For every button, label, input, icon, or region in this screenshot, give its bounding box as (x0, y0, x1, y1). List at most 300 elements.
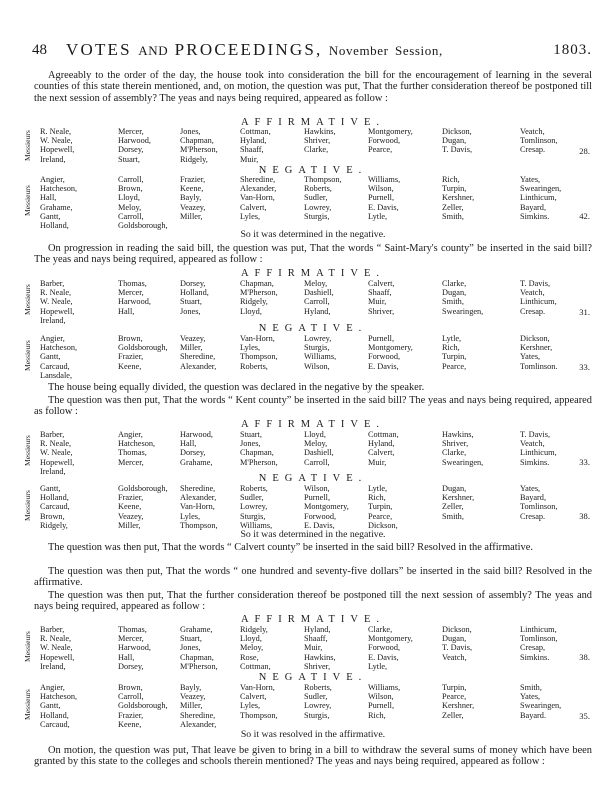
member-name (520, 662, 592, 671)
member-name: Carcaud, (40, 719, 70, 729)
member-name: Frazier, (118, 710, 144, 720)
member-name: Hopewell, (40, 457, 75, 467)
member-name: Lyles, (240, 343, 261, 353)
member-name: Zeller, (442, 202, 464, 212)
member-name: Gantt, (40, 701, 61, 711)
member-name: Gantt, (40, 352, 61, 362)
member-name: Shaaff, (240, 145, 264, 155)
paragraph-saint-marys: On progression in reading the said bill, the question was put, That the words “ Saint-Mary's county” be inserted in the said bill? The yeas and nays being required, appeared as follow : (34, 243, 592, 266)
member-name: Keene, (118, 719, 142, 729)
member-name: Smith, (442, 211, 464, 221)
member-name: Montgomery, (368, 343, 413, 353)
vote3-yea-count: 33. (579, 457, 590, 467)
member-name: Rose, (240, 652, 259, 662)
member-name: Calvert, (368, 448, 395, 458)
member-name: Forwood, (304, 511, 337, 521)
page-header (32, 40, 592, 64)
member-name: Miller, (180, 211, 203, 221)
member-name: Chapman, (180, 652, 214, 662)
member-name: Pearce, (442, 361, 467, 371)
member-name: Harwood, (118, 643, 151, 653)
member-name: Dashiell, (304, 448, 334, 458)
member-name: Montgomery, (368, 127, 413, 136)
member-name: Dickson, (520, 334, 550, 343)
member-name: Meloy, (240, 643, 264, 653)
member-name: Turpin, (442, 352, 467, 362)
member-name: R. Neale, (40, 288, 72, 298)
messieurs-label: Messieurs (23, 284, 32, 316)
member-name: Sturgis, (240, 511, 266, 521)
member-name: W. Neale, (40, 297, 73, 307)
member-name: Chapman, (240, 448, 274, 458)
member-name: W. Neale, (40, 448, 73, 458)
member-name: Goldsborough, (118, 221, 168, 231)
member-name: Lytle, (368, 211, 388, 221)
member-name: Veatch, (520, 288, 545, 298)
member-name: E. Davis, (368, 361, 399, 371)
member-name: E. Davis, (304, 520, 335, 530)
title-word-and: AND (138, 43, 169, 58)
member-name: Ireland, (40, 661, 66, 671)
member-name: Veatch, (520, 439, 545, 449)
member-name: Carroll, (118, 211, 144, 221)
member-name: Yates, (520, 352, 541, 362)
member-name: Carcaud, (40, 361, 70, 371)
paragraph-postpone-next-session: The question was then put, That the further consideration thereof be postponed till the next session of assembly? The yeas and nays being required, appeared as follow : (34, 590, 592, 613)
member-name: Thomas, (118, 448, 147, 458)
messieurs-label: Messieurs (23, 185, 32, 217)
member-name: Clarke, (368, 625, 393, 634)
messieurs-label: Messieurs (23, 490, 32, 522)
member-name: Ireland, (40, 315, 66, 325)
member-name: M'Pherson, (240, 457, 278, 467)
member-name: T. Davis, (520, 279, 551, 288)
member-name: Hatcheson, (40, 692, 78, 702)
member-name (368, 720, 442, 729)
member-name: Pearce, (368, 511, 393, 521)
member-name: Angier, (40, 683, 65, 692)
member-name: Calvert, (240, 692, 267, 702)
vote2-nays (40, 334, 592, 380)
messieurs-label: Messieurs (23, 631, 32, 663)
vote1-yea-count: 28. (579, 146, 590, 156)
member-name (442, 155, 520, 164)
heading-affirmative: AFFIRMATIVE. (240, 268, 386, 279)
member-name: M'Pherson, (240, 288, 278, 298)
member-name: Lloyd, (240, 634, 262, 644)
result-determined-negative: So it was determined in the negative. (240, 529, 386, 540)
member-name: Hatcheson, (118, 439, 156, 449)
member-name: Shaaff, (304, 634, 328, 644)
member-name: Wilson, (368, 184, 394, 194)
member-name: Carroll, (304, 457, 330, 467)
member-name: Goldsborough, (118, 343, 168, 353)
vote4-nay-count: 35. (579, 711, 590, 721)
paragraph-equally-divided: The house being equally divided, the question was declared in the negative by the speaker. (48, 382, 425, 393)
member-name (442, 720, 520, 729)
paragraph-kent-county: The question was then put, That the words “ Kent county” be inserted in the said bill? The yeas and nays being required, appeared as follow : (34, 395, 592, 418)
member-name: Simkins. (520, 457, 550, 467)
member-name: Thompson, (304, 175, 342, 184)
member-name: Linthicum, (520, 448, 557, 458)
member-name: Simkins. (520, 211, 550, 221)
name-grid (40, 279, 592, 325)
paragraph-calvert-county: The question was then put, That the words “ Calvert county” be inserted in the said bill? Resolved in the affirmative. (48, 542, 533, 553)
member-name: Lowrey, (240, 502, 268, 512)
heading-negative: NEGATIVE. (258, 473, 368, 484)
member-name: Pearce, (442, 692, 467, 702)
member-name: Mercer, (118, 634, 144, 644)
member-name (442, 371, 520, 380)
member-name: Williams, (240, 520, 273, 530)
member-name: Gantt, (40, 211, 61, 221)
member-name: Lloyd, (240, 306, 262, 316)
member-name: Keene, (118, 502, 142, 512)
member-name: Sturgis, (304, 211, 330, 221)
member-name: Holland, (40, 221, 69, 231)
member-name: Stuart, (240, 430, 262, 439)
member-name: Sheredine, (240, 175, 276, 184)
member-name: Cresap. (520, 511, 546, 521)
member-name: Lytle, (442, 334, 462, 343)
vote2-nay-count: 33. (579, 362, 590, 372)
member-name: Dugan, (442, 136, 467, 146)
member-name: Angier, (118, 430, 143, 439)
member-name: Dickson, (368, 520, 398, 530)
title-session-month: November (328, 43, 389, 58)
member-name: Bayard, (520, 493, 547, 503)
member-name: T. Davis, (442, 145, 473, 155)
member-name: Ridgely, (240, 625, 268, 634)
member-name: W. Neale, (40, 136, 73, 146)
member-name: Carcaud, (40, 502, 70, 512)
member-name: Ireland, (40, 466, 66, 476)
vote3-nay-count: 38. (579, 511, 590, 521)
messieurs-label: Messieurs (23, 340, 32, 372)
member-name: Clarke, (442, 448, 467, 458)
heading-affirmative: AFFIRMATIVE. (240, 419, 386, 430)
member-name: Purnell, (368, 701, 395, 711)
member-name: Kershner, (520, 343, 553, 353)
member-name: Sheredine, (180, 352, 216, 362)
member-name: Frazier, (180, 175, 206, 184)
member-name: Mercer, (118, 288, 144, 298)
member-name: Lloyd, (304, 430, 326, 439)
member-name: Calvert, (368, 279, 395, 288)
member-name: Hall, (118, 652, 135, 662)
member-name: Pearce, (368, 145, 393, 155)
member-name (180, 371, 240, 380)
member-name: R. Neale, (40, 634, 72, 644)
member-name: Holland, (180, 288, 209, 298)
member-name: Hyland, (304, 306, 331, 316)
member-name (304, 371, 368, 380)
member-name: Shriver, (442, 439, 469, 449)
member-name: Meloy, (118, 202, 142, 212)
member-name: Grahame, (180, 625, 213, 634)
member-name: Lansdale, (40, 370, 73, 380)
member-name: Lowrey, (304, 334, 332, 343)
vote4-yea-count: 38. (579, 652, 590, 662)
member-name: Montgomery, (368, 634, 413, 644)
member-name: Jones, (180, 127, 201, 136)
member-name: Smith, (442, 511, 464, 521)
member-name: Jones, (240, 439, 261, 449)
member-name: Simkins. (520, 652, 550, 662)
member-name: Veazey, (180, 692, 206, 702)
member-name: Ridgely, (40, 520, 68, 530)
member-name: Thompson, (240, 710, 278, 720)
member-name: Purnell, (304, 493, 331, 503)
name-grid (40, 683, 592, 729)
member-name: Frazier, (118, 493, 144, 503)
member-name: Lyles, (240, 211, 261, 221)
member-name: Carroll, (118, 692, 144, 702)
title-word-votes: VOTES (66, 40, 132, 59)
member-name: Goldsborough, (118, 701, 168, 711)
member-name: Swearingen, (520, 701, 562, 711)
member-name: Bayard. (520, 710, 547, 720)
name-grid (40, 334, 592, 380)
member-name: Muir, (304, 643, 323, 653)
member-name: Muir, (368, 297, 387, 307)
member-name: Lytle, (368, 661, 388, 671)
member-name: Keene, (118, 361, 142, 371)
member-name: Lowrey, (304, 202, 332, 212)
member-name: Miller, (180, 343, 203, 353)
member-name: Hawkins, (442, 430, 474, 439)
member-name: Hopewell, (40, 145, 75, 155)
running-title (66, 40, 443, 60)
member-name: Hopewell, (40, 652, 75, 662)
member-name: Tomlinson, (520, 136, 558, 146)
paragraph-motion-postpone: Agreeably to the order of the day, the house took into consideration the bill for the encouragement of learning in the several counties of this state therein mentioned, and, on motion, the question was put, That the further consideration thereof be postponed till the next session of assembly? The yeas and nays being required, appeared as follow : (34, 70, 592, 104)
member-name: Turpin, (368, 502, 393, 512)
member-name: Clarke, (442, 279, 467, 288)
vote1-nays (40, 175, 592, 230)
member-name: Dorsey, (180, 279, 206, 288)
member-name: Veazey, (180, 334, 206, 343)
member-name: Sudler, (240, 493, 264, 503)
vote4-nays (40, 683, 592, 729)
member-name: Lloyd, (118, 193, 140, 203)
member-name: Alexander, (180, 361, 217, 371)
member-name: Carroll, (304, 297, 330, 307)
member-name: Dashiell, (304, 288, 334, 298)
member-name: Cresap. (520, 145, 546, 155)
member-name: Barber, (40, 430, 65, 439)
member-name: Angier, (40, 175, 65, 184)
member-name: Kershner, (442, 493, 475, 503)
member-name: Linthicum, (520, 625, 557, 634)
member-name: Jones, (180, 306, 201, 316)
member-name: Harwood, (118, 136, 151, 146)
member-name: Shriver, (304, 661, 331, 671)
member-name: Calvert, (240, 202, 267, 212)
member-name: Forwood, (368, 136, 401, 146)
member-name: Alexander, (180, 719, 217, 729)
member-name: Holland, (40, 710, 69, 720)
member-name: Hatcheson, (40, 343, 78, 353)
member-name: Williams, (304, 352, 337, 362)
member-name: Turpin, (442, 683, 467, 692)
member-name: Brown, (118, 184, 143, 194)
member-name: R. Neale, (40, 439, 72, 449)
member-name: Hall, (118, 306, 135, 316)
member-name: Muir, (368, 457, 387, 467)
member-name: Keene, (180, 184, 204, 194)
member-name: Smith, (442, 297, 464, 307)
member-name: Swearingen, (442, 457, 484, 467)
heading-affirmative: AFFIRMATIVE. (240, 614, 386, 625)
member-name: Mercer, (118, 457, 144, 467)
vote3-nays (40, 484, 592, 530)
member-name: Tomlinson, (520, 634, 558, 644)
member-name: Shaaff, (368, 288, 392, 298)
member-name: Hawkins, (304, 127, 336, 136)
member-name: Bayard, (520, 202, 547, 212)
member-name: Hall, (180, 439, 197, 449)
member-name: Roberts, (304, 184, 332, 194)
member-name: Dorsey, (118, 661, 144, 671)
member-name: Goldsborough, (118, 484, 168, 493)
messieurs-label: Messieurs (23, 689, 32, 721)
member-name: Yates, (520, 484, 541, 493)
member-name: Yates, (520, 175, 541, 184)
member-name: Barber, (40, 279, 65, 288)
member-name: Van-Horn, (240, 683, 275, 692)
title-session-word: Session, (395, 43, 443, 58)
member-name: Dugan, (442, 634, 467, 644)
member-name: Frazier, (118, 352, 144, 362)
member-name: Hopewell, (40, 306, 75, 316)
member-name: Stuart, (180, 297, 202, 307)
member-name: Veatch, (442, 652, 467, 662)
result-determined-negative: So it was determined in the negative. (240, 229, 386, 240)
member-name: Van-Horn, (180, 502, 215, 512)
member-name: W. Neale, (40, 643, 73, 653)
member-name: Montgomery, (304, 502, 349, 512)
name-grid (40, 625, 592, 671)
member-name: Van-Horn, (240, 193, 275, 203)
member-name: Smith, (520, 683, 542, 692)
name-grid (40, 127, 592, 164)
member-name: Swearingen, (442, 306, 484, 316)
member-name (304, 155, 368, 164)
member-name: Wilson, (304, 361, 330, 371)
member-name (118, 371, 180, 380)
messieurs-label: Messieurs (23, 130, 32, 162)
member-name: Hyland, (304, 625, 331, 634)
vote1-nay-count: 42. (579, 211, 590, 221)
member-name: Cottman, (240, 127, 271, 136)
member-name: Swearingen, (520, 184, 562, 194)
member-name: Cottman, (240, 661, 271, 671)
heading-affirmative: AFFIRMATIVE. (240, 117, 386, 128)
member-name: Stuart, (180, 634, 202, 644)
member-name: Roberts, (240, 484, 268, 493)
member-name (304, 720, 368, 729)
member-name (520, 371, 592, 380)
member-name: Tomlinson, (520, 502, 558, 512)
member-name: Chapman, (180, 136, 214, 146)
member-name: Purnell, (368, 193, 395, 203)
heading-negative: NEGATIVE. (258, 672, 368, 683)
member-name: Veatch, (520, 127, 545, 136)
member-name: R. Neale, (40, 127, 72, 136)
member-name: T. Davis, (520, 430, 551, 439)
member-name: Lytle, (368, 484, 388, 493)
member-name: Dickson, (442, 127, 472, 136)
member-name: Sheredine, (180, 710, 216, 720)
member-name: Thomas, (118, 625, 147, 634)
member-name: Mercer, (118, 127, 144, 136)
member-name: Dugan, (442, 288, 467, 298)
member-name: Cresap, (520, 643, 546, 653)
member-name: Kershner, (442, 701, 475, 711)
member-name: Miller, (180, 701, 203, 711)
member-name: Gantt, (40, 484, 61, 493)
name-grid (40, 484, 592, 530)
member-name: Williams, (368, 175, 401, 184)
page-number: 48 (32, 42, 47, 58)
member-name: Shriver, (368, 306, 395, 316)
member-name: Grahame, (40, 202, 73, 212)
messieurs-label: Messieurs (23, 435, 32, 467)
member-name: Holland, (40, 493, 69, 503)
page-year: 1803. (553, 42, 592, 58)
result-resolved-affirmative: So it was resolved in the affirmative. (240, 729, 386, 740)
member-name: Tomlinson. (520, 361, 558, 371)
member-name: Barber, (40, 625, 65, 634)
vote2-yea-count: 31. (579, 307, 590, 317)
member-name: Muir, (240, 154, 259, 164)
vote3-yeas (40, 430, 592, 476)
member-name: Hall, (40, 193, 57, 203)
paragraph-one-hundred-dollars: The question was then put, That the words “ one hundred and seventy-five dollars” be inserted in the said bill? Resolved in the affirmative. (34, 566, 592, 589)
member-name: Cottman, (368, 430, 399, 439)
member-name: Hyland, (368, 439, 395, 449)
member-name: Lyles, (240, 701, 261, 711)
member-name: Rich, (368, 493, 386, 503)
member-name (240, 371, 304, 380)
member-name: Williams, (368, 683, 401, 692)
heading-negative: NEGATIVE. (258, 165, 368, 176)
member-name: Rich, (442, 175, 460, 184)
member-name: Sudler, (304, 193, 328, 203)
member-name: Carroll, (118, 175, 144, 184)
member-name: Alexander, (240, 184, 277, 194)
member-name: Sheredine, (180, 484, 216, 493)
member-name: Sturgis, (304, 343, 330, 353)
vote4-yeas (40, 625, 592, 671)
member-name: Dorsey, (118, 145, 144, 155)
member-name: Hyland, (240, 136, 267, 146)
member-name: Dickson, (442, 625, 472, 634)
member-name: Meloy, (304, 439, 328, 449)
vote2-yeas (40, 279, 592, 325)
title-word-proceedings: PROCEEDINGS, (174, 40, 323, 59)
member-name: Kershner, (442, 193, 475, 203)
member-name: Sturgis, (304, 710, 330, 720)
member-name: Linthicum, (520, 193, 557, 203)
member-name: Purnell, (368, 334, 395, 343)
member-name (520, 720, 592, 729)
member-name: Rich, (368, 710, 386, 720)
member-name: Roberts, (240, 361, 268, 371)
name-grid (40, 175, 592, 230)
member-name: E. Davis, (368, 652, 399, 662)
